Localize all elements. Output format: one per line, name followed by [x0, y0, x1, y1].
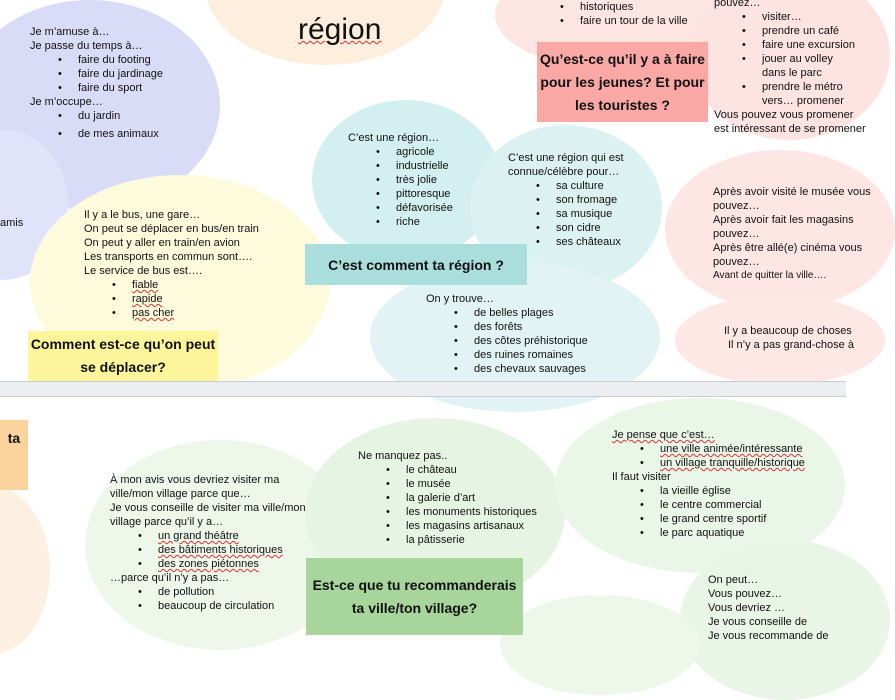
page-divider [0, 381, 846, 397]
avis-line: Je vous conseille de visiter ma ville/mon [110, 502, 306, 514]
list-item: • faire du sport [78, 81, 163, 95]
manquez-block [358, 449, 537, 547]
apres-line: Après avoir visité le musée vous [713, 186, 871, 198]
right-top-after: Vous pouvez vous promener [714, 109, 854, 121]
connue-intro: C’est une région qui est [508, 152, 624, 164]
avis-line: ville/mon village parce que… [110, 488, 251, 500]
list-item: • sa musique [556, 207, 624, 221]
list-item: • la pâtisserie [406, 533, 537, 547]
loisirs-line: Je m’amuse à… [30, 26, 110, 38]
conseils-line: Vous devriez … [708, 602, 786, 614]
list-item: • les monuments historiques [406, 505, 537, 519]
list-item: • jouer au volley dans le parc [762, 52, 852, 80]
apres-line: Après avoir fait les magasins [713, 214, 854, 226]
trouve-intro: On y trouve… [426, 293, 494, 305]
bubble-green-bottom [500, 595, 700, 695]
page-title: région [298, 13, 382, 46]
list-item: • la vieille église [660, 484, 805, 498]
question-box-region: C’est comment ta région ? [305, 244, 527, 285]
list-item: • historiques [580, 0, 688, 14]
list-item: • du jardin [78, 109, 163, 123]
transport-block [84, 208, 259, 320]
question-box-recommander: Est-ce que tu recommanderais ta ville/ton village? [306, 558, 523, 635]
trouve-block [426, 292, 588, 376]
list-item: • un village tranquille/historique [660, 456, 805, 470]
right-top-line: pouvez… [714, 0, 761, 9]
transport-line: Il y a le bus, une gare… [84, 209, 201, 221]
list-item: • faire une excursion [762, 38, 866, 52]
right-top-after: est intéressant de se promener [714, 123, 866, 135]
avis-line: À mon avis vous devriez visiter ma [110, 474, 280, 486]
list-item: • des bâtiments historiques [158, 543, 306, 557]
avis-block [110, 473, 306, 613]
choses-block [724, 324, 854, 352]
loisirs-line: Je passe du temps à… [30, 40, 143, 52]
conseils-block [708, 573, 828, 643]
pense-block [612, 428, 805, 540]
loisirs-block [30, 25, 163, 141]
pense-intro: Je pense que c’est… [612, 429, 715, 441]
list-item: • une ville animée/intéressante [660, 442, 805, 456]
list-item: • industrielle [396, 159, 453, 173]
right-top-block [714, 0, 866, 136]
list-item: • de pollution [158, 585, 306, 599]
list-item: • des forêts [474, 320, 588, 334]
list-item: • fiable [132, 278, 259, 292]
list-item: • sa culture [556, 179, 624, 193]
list-item: • des ruines romaines [474, 348, 588, 362]
question-box-activites: Qu’est-ce qu’il y a à faire pour les jeunes? Et pour les touristes ? [537, 42, 708, 122]
conseils-line: Je vous recommande de [708, 630, 829, 642]
list-item: • pas cher [132, 306, 259, 320]
list-item: • des côtes préhistorique [474, 334, 588, 348]
list-item: • très jolie [396, 173, 453, 187]
avis-line: village parce qu’il y a… [110, 516, 224, 528]
list-item: • ses châteaux [556, 235, 624, 249]
list-item: • un grand théâtre [158, 529, 306, 543]
apres-line: Après être allé(e) cinéma vous [713, 242, 863, 254]
list-item: • agricole [396, 145, 453, 159]
transport-line: Le service de bus est…. [84, 265, 203, 277]
list-item: • le musée [406, 477, 537, 491]
list-item: • le château [406, 463, 537, 477]
apres-line: Avant de quitter la ville…. [713, 270, 827, 281]
list-item: • défavorisée [396, 201, 453, 215]
side-fragment: amis [0, 217, 24, 229]
list-item: • le grand centre sportif [660, 512, 805, 526]
list-item: • la galerie d’art [406, 491, 537, 505]
list-item: • de belles plages [474, 306, 588, 320]
list-item: • le parc aquatique [660, 526, 805, 540]
list-item: • prendre le métro vers… promener [762, 80, 852, 108]
conseils-line: On peut… [708, 574, 759, 586]
list-item: • les magasins artisanaux [406, 519, 537, 533]
list-item: • beaucoup de circulation [158, 599, 306, 613]
list-item: • rapide [132, 292, 259, 306]
question-box-deplacer: Comment est-ce qu’on peut se déplacer? [28, 331, 218, 381]
manquez-intro: Ne manquez pas.. [358, 450, 448, 462]
bubble-orange-bottomleft [0, 485, 50, 655]
list-item: • le centre commercial [660, 498, 805, 512]
connue-block [508, 151, 624, 249]
list-item: • faire un tour de la ville [580, 14, 688, 28]
loisirs-line: Je m’occupe… [30, 96, 103, 108]
transport-line: On peut y aller en train/en avion [84, 237, 240, 249]
list-item: • son fromage [556, 193, 624, 207]
choses-line: Il n’y a pas grand-chose à [728, 339, 854, 351]
conseils-line: Vous pouvez… [708, 588, 782, 600]
apres-line: pouvez… [713, 200, 760, 212]
top-fragment [532, 0, 688, 28]
list-item: • son cidre [556, 221, 624, 235]
list-item: • des zones piétonnes [158, 557, 306, 571]
transport-line: On peut se déplacer en bus/en train [84, 223, 259, 235]
apres-line: pouvez… [713, 228, 760, 240]
connue-intro: connue/célèbre pour… [508, 166, 620, 178]
description-intro: C’est une région… [348, 132, 440, 144]
list-item: • de mes animaux [78, 127, 163, 141]
description-block [348, 131, 453, 229]
apres-block [713, 185, 871, 283]
transport-line: Les transports en commun sont…. [84, 251, 253, 263]
avis-line: …parce qu’il n’y a pas… [110, 572, 230, 584]
pense-line: Il faut visiter [612, 471, 671, 483]
choses-line: Il y a beaucoup de choses [724, 325, 852, 337]
list-item: • riche [396, 215, 453, 229]
conseils-line: Je vous conseille de [708, 616, 808, 628]
list-item: • faire du footing [78, 53, 163, 67]
question-box-fragment: ta [0, 420, 28, 490]
list-item: • prendre un café [762, 24, 866, 38]
apres-line: pouvez… [713, 256, 760, 268]
list-item: • pittoresque [396, 187, 453, 201]
list-item: • des chevaux sauvages [474, 362, 588, 376]
list-item: • faire du jardinage [78, 67, 163, 81]
list-item: • visiter… [762, 10, 866, 24]
